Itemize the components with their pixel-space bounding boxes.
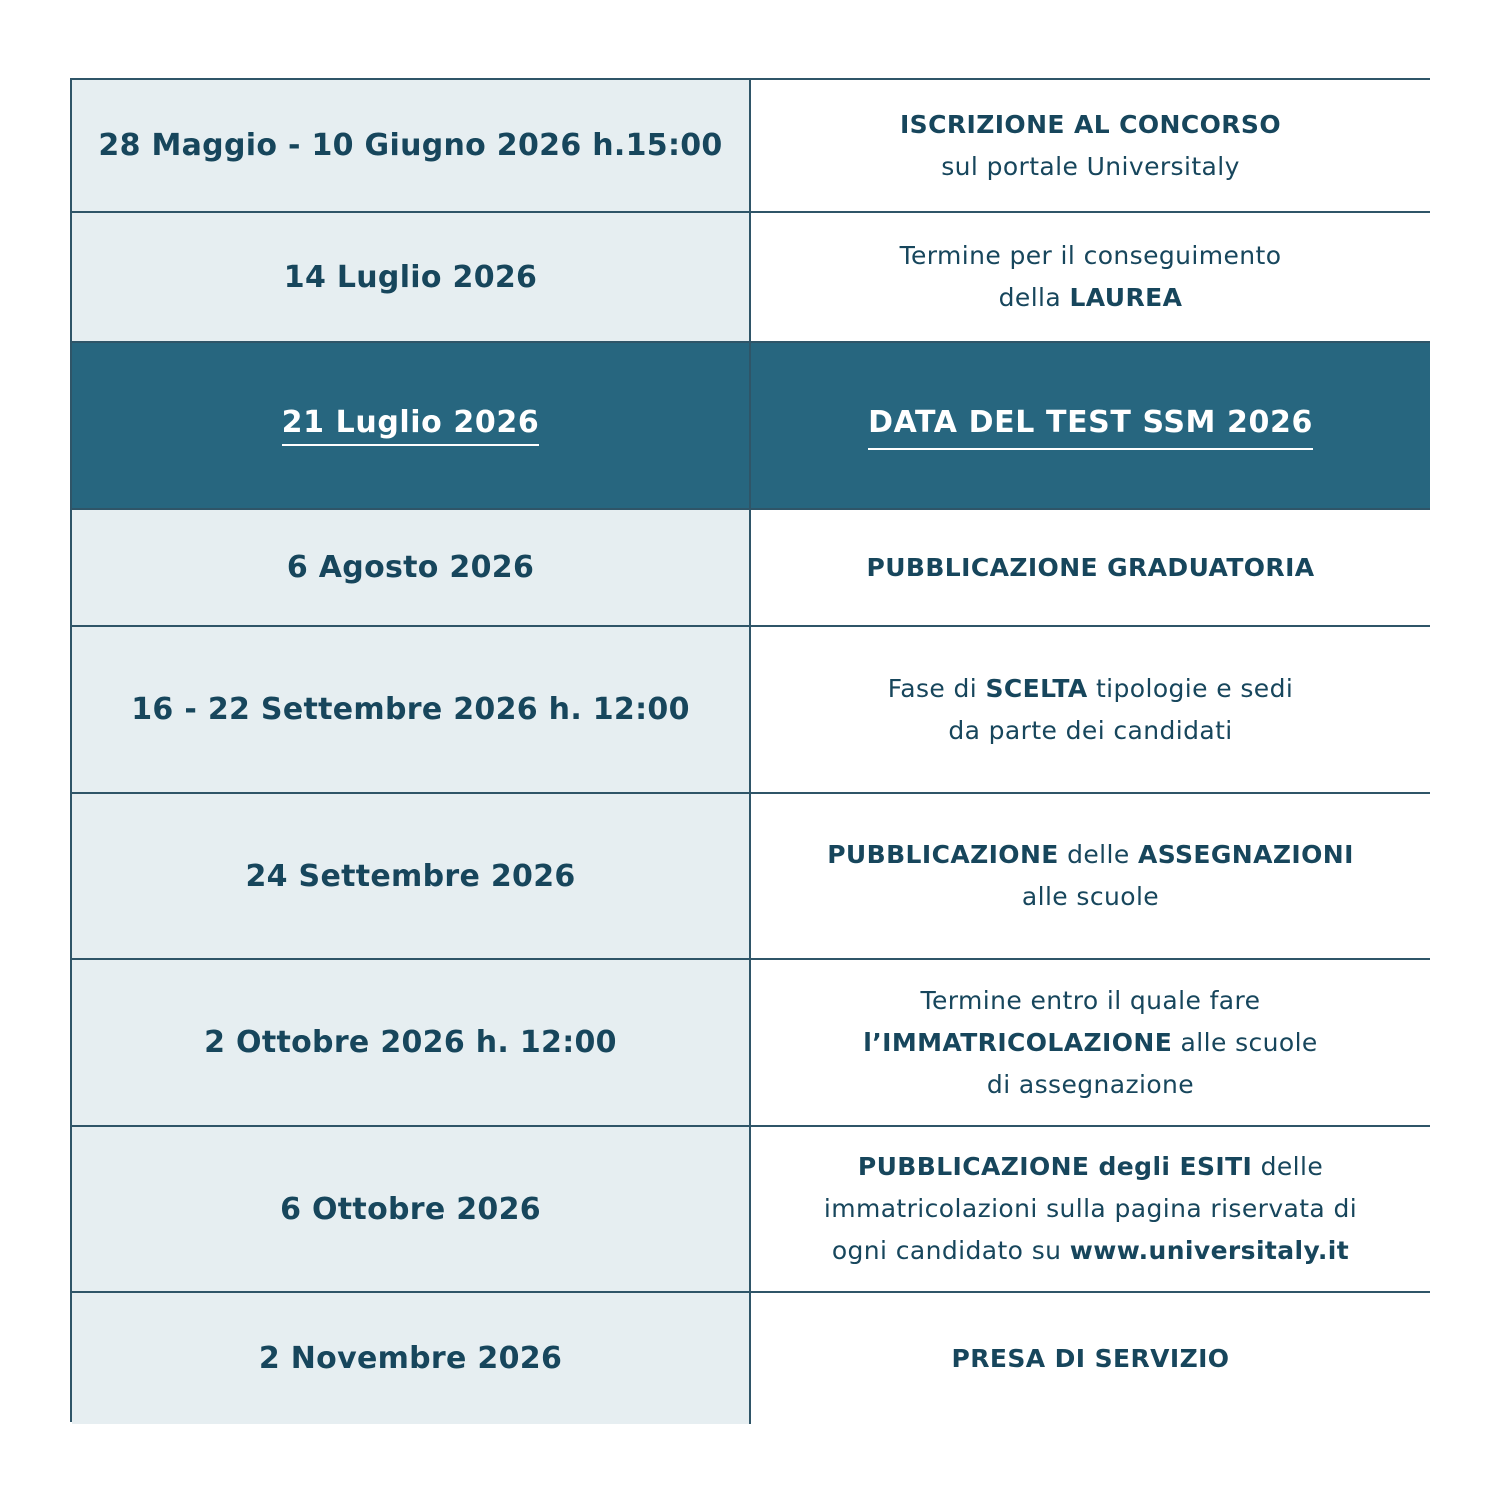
date-text: 14 Luglio 2026 [283,259,538,295]
event-line: immatricolazioni sulla pagina riservata di [823,1194,1358,1223]
event-bold: l’IMMATRICOLAZIONE [863,1027,1173,1057]
event-line: tipologie e sedi [1087,673,1294,703]
date-text: 6 Agosto 2026 [286,550,535,585]
event-text [863,980,1317,1106]
event-text [900,235,1282,319]
schedule-table [70,78,1430,1422]
highlight-event-cell [751,343,1430,510]
event-cell [751,1293,1430,1424]
event-line: della [998,283,1070,312]
date-cell [72,960,751,1127]
event-bold: ASSEGNAZIONI [1137,840,1354,869]
date-cell [72,80,751,213]
event-line: ogni candidato su [831,1236,1070,1265]
event-bold: PUBBLICAZIONE GRADUATORIA [866,552,1315,582]
event-bold: LAUREA [1069,283,1183,312]
event-line: delle [1252,1152,1324,1181]
event-text [824,1146,1357,1272]
event-line: da parte dei candidati [948,715,1233,745]
event-line: sul portale Universitaly [941,151,1240,181]
event-line: alle scuole [1172,1027,1318,1057]
event-text [888,668,1293,752]
date-cell [72,510,751,627]
event-bold: PUBBLICAZIONE [827,840,1059,869]
event-line: Termine entro il quale fare [920,985,1261,1015]
event-text [900,104,1281,188]
date-cell [72,1293,751,1424]
date-text: 2 Ottobre 2026 h. 12:00 [204,1025,617,1060]
event-line: delle [1058,840,1138,869]
date-text: 16 - 22 Settembre 2026 h. 12:00 [131,692,690,727]
date-text: 6 Ottobre 2026 [280,1191,541,1227]
event-cell [751,1127,1430,1293]
event-bold: ISCRIZIONE AL CONCORSO [899,109,1281,139]
event-cell [751,213,1430,343]
test-date-text: 21 Luglio 2026 [282,405,540,446]
event-cell [751,960,1430,1127]
date-cell [72,1127,751,1293]
date-text: 28 Maggio - 10 Giugno 2026 h.15:00 [98,128,723,163]
date-cell [72,213,751,343]
event-bold: PUBBLICAZIONE degli ESITI [857,1152,1253,1181]
event-cell [751,510,1430,627]
event-text [827,834,1354,918]
highlight-date-cell [72,343,751,510]
event-line: di assegnazione [986,1069,1195,1099]
date-text: 2 Novembre 2026 [258,1341,563,1376]
event-bold: PRESA DI SERVIZIO [951,1343,1230,1373]
event-cell [751,80,1430,213]
event-line: Termine per il conseguimento [899,241,1282,270]
date-cell [72,794,751,960]
test-event-text: DATA DEL TEST SSM 2026 [868,402,1313,450]
event-cell [751,794,1430,960]
date-text: 24 Settembre 2026 [245,858,576,894]
date-cell [72,627,751,794]
event-bold: SCELTA [985,673,1088,703]
event-cell [751,627,1430,794]
event-line: Fase di [887,673,986,703]
universitaly-link[interactable]: www.universitaly.it [1069,1236,1350,1265]
event-line: alle scuole [1021,882,1160,911]
